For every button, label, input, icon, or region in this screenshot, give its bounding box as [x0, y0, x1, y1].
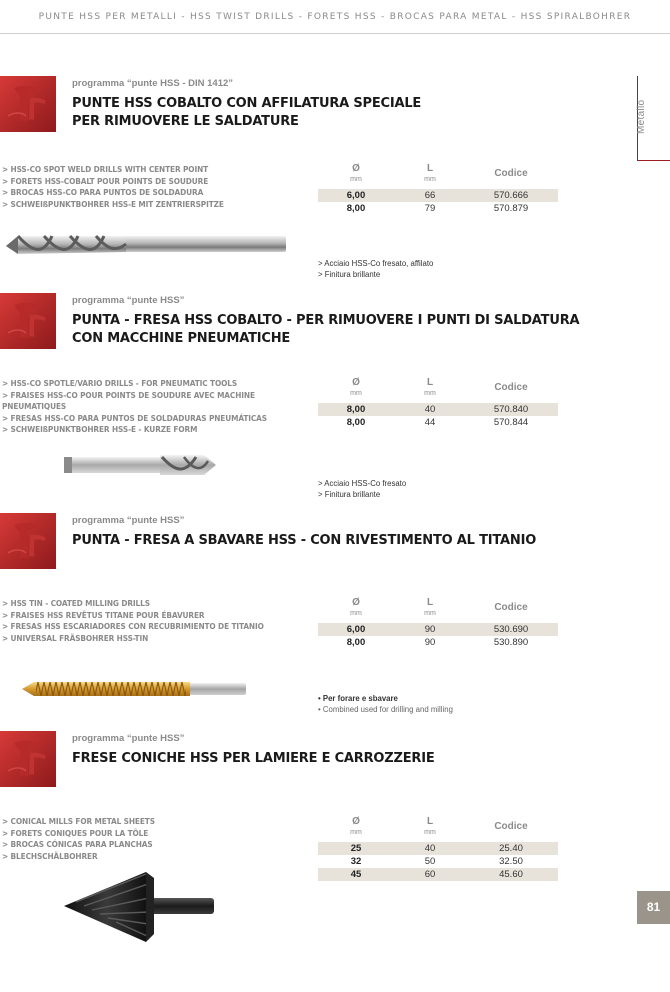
length-cell: 90 — [424, 624, 436, 635]
code-header: Codice — [494, 602, 528, 613]
length-header: L — [426, 163, 434, 174]
brand-logo-icon — [0, 513, 56, 569]
table-row — [318, 416, 558, 429]
length-cell: 50 — [424, 856, 436, 867]
description-line: > FRAISES HSS REVÊTUS TITANE POUR ÉBAVURER — [2, 609, 205, 620]
note-line: > Finitura brillante — [318, 269, 381, 279]
note-line: > Acciaio HSS-Co fresato — [318, 479, 407, 488]
length-cell: 79 — [424, 203, 436, 214]
section-title-line: PUNTA - FRESA HSS COBALTO - PER RIMUOVERE I PUNTI DI SALDATURA — [72, 313, 580, 328]
program-label: programma “punte HSS” — [72, 515, 185, 526]
code-header: Codice — [494, 821, 528, 832]
conical-mill-icon — [54, 864, 218, 950]
description-line: > FORETS CONIQUES POUR LA TÔLE — [2, 827, 149, 838]
brand-logo-icon — [0, 293, 56, 349]
page-number-badge: 81 — [637, 891, 670, 924]
brand-logo-icon — [0, 731, 56, 787]
code-cell: 530.690 — [493, 624, 529, 635]
code-cell: 570.879 — [493, 203, 529, 214]
spec-table — [318, 816, 558, 881]
description-line: > FORETS HSS-COBALT POUR POINTS DE SOUDURE — [2, 175, 209, 186]
note-line: > Finitura brillante — [318, 489, 381, 499]
page-header-title: PUNTE HSS PER METALLI - HSS TWIST DRILLS - FORETS HSS - BROCAS PARA METAL - HSS SPIRALBOHRER — [38, 12, 632, 22]
section-title-line: FRESE CONICHE HSS PER LAMIERE E CARROZZERIE — [72, 751, 435, 766]
description-line: > BROCAS HSS-CO PARA PUNTOS DE SOLDADURA — [2, 187, 204, 197]
spec-table-header — [318, 377, 558, 403]
section-title-line: PER RIMUOVERE LE SALDATURE — [72, 114, 299, 129]
description-line: > SCHWEIßPUNKTBOHRER HSS-E - KURZE FORM — [2, 424, 198, 434]
table-row — [318, 855, 558, 868]
length-header: L — [426, 597, 434, 608]
table-row — [318, 636, 558, 649]
diameter-cell: 8,00 — [346, 203, 366, 214]
section-title — [72, 95, 592, 131]
product-description — [2, 598, 302, 644]
note-line: • Per forare e sbavare — [318, 694, 398, 703]
length-cell: 40 — [424, 404, 436, 415]
table-row — [318, 403, 558, 416]
section-title — [72, 312, 592, 348]
spec-table-header — [318, 816, 558, 842]
length-cell: 40 — [424, 843, 436, 854]
brand-logo-icon — [0, 76, 56, 132]
code-cell: 32.50 — [499, 856, 523, 867]
description-line: > HSS-CO SPOTLE/VARIO DRILLS - FOR PNEUMATIC TOOLS — [2, 378, 238, 388]
diameter-cell: 8,00 — [346, 404, 366, 415]
spot-drill-icon — [64, 449, 218, 481]
diameter-cell: 45 — [350, 869, 362, 880]
description-line: > SCHWEIßPUNKTBOHRER HSS-E MIT ZENTRIERSPITZE — [2, 198, 224, 209]
diameter-cell: 6,00 — [346, 190, 366, 201]
program-label: programma “punte HSS” — [72, 295, 185, 306]
code-cell: 570.840 — [493, 404, 529, 415]
twist-drill-icon — [4, 224, 288, 264]
diameter-cell: 25 — [350, 843, 362, 854]
length-cell: 44 — [424, 417, 436, 428]
diameter-cell: 32 — [350, 856, 362, 867]
unit-label: mm — [424, 176, 436, 183]
spec-table-header — [318, 597, 558, 623]
description-line: > HSS TIN - COATED MILLING DRILLS — [2, 598, 150, 608]
description-line: > UNIVERSAL FRÄSBOHRER HSS-TIN — [2, 632, 149, 643]
diameter-header: Ø — [352, 163, 360, 174]
code-header: Codice — [494, 382, 528, 393]
spec-table — [318, 163, 558, 215]
table-row — [318, 202, 558, 215]
section-title-line: PUNTE HSS COBALTO CON AFFILATURA SPECIALE — [72, 96, 422, 111]
product-notes — [318, 479, 406, 500]
note-line: > Acciaio HSS-Co fresato, affilato — [318, 259, 434, 268]
description-line: > FRESAS HSS-CO PARA PUNTOS DE SOLDADURAS PNEUMÁTICAS — [2, 412, 267, 423]
section-title — [72, 750, 592, 768]
unit-label: mm — [350, 610, 362, 617]
code-cell: 45.60 — [499, 869, 523, 880]
code-cell: 530.890 — [493, 637, 529, 648]
product-description — [2, 378, 302, 436]
spec-table — [318, 597, 558, 649]
section-title-line: PUNTA - FRESA A SBAVARE HSS - CON RIVESTIMENTO AL TITANIO — [72, 533, 537, 548]
table-row — [318, 189, 558, 202]
unit-label: mm — [350, 390, 362, 397]
header-divider — [0, 33, 670, 34]
category-tab-label: Metallo — [636, 99, 647, 134]
diameter-cell: 8,00 — [346, 417, 366, 428]
note-line: • Combined used for drilling and milling — [318, 704, 453, 714]
unit-label: mm — [424, 610, 436, 617]
unit-label: mm — [424, 390, 436, 397]
spec-table — [318, 377, 558, 429]
length-cell: 66 — [424, 190, 436, 201]
product-description — [2, 164, 302, 210]
program-label: programma “punte HSS - DIN 1412” — [72, 78, 234, 89]
unit-label: mm — [350, 176, 362, 183]
table-row — [318, 842, 558, 855]
table-row — [318, 623, 558, 636]
description-line: > BROCAS CÓNICAS PARA PLANCHAS — [2, 839, 153, 849]
unit-label: mm — [424, 829, 436, 836]
table-row — [318, 868, 558, 881]
product-notes — [318, 694, 453, 715]
description-line: > FRAISES HSS-CO POUR POINTS DE SOUDURE AVEC MACHINE PNEUMATIQUES — [2, 389, 255, 411]
product-description — [2, 816, 302, 862]
diameter-header: Ø — [352, 377, 360, 388]
diameter-cell: 8,00 — [346, 637, 366, 648]
description-line: > BLECHSCHÄLBOHRER — [2, 850, 98, 861]
spec-table-header — [318, 163, 558, 189]
length-cell: 60 — [424, 869, 436, 880]
program-label: programma “punte HSS” — [72, 733, 185, 744]
diameter-header: Ø — [352, 816, 360, 827]
diameter-cell: 6,00 — [346, 624, 366, 635]
description-line: > CONICAL MILLS FOR METAL SHEETS — [2, 816, 155, 826]
code-cell: 25.40 — [499, 843, 523, 854]
length-header: L — [426, 377, 434, 388]
length-cell: 90 — [424, 637, 436, 648]
section-title-line: CON MACCHINE PNEUMATICHE — [72, 331, 291, 346]
code-cell: 570.844 — [493, 417, 529, 428]
code-cell: 570.666 — [493, 190, 529, 201]
titanium-milling-drill-icon — [20, 678, 248, 700]
product-notes — [318, 259, 433, 280]
diameter-header: Ø — [352, 597, 360, 608]
unit-label: mm — [350, 829, 362, 836]
description-line: > HSS-CO SPOT WELD DRILLS WITH CENTER POINT — [2, 164, 209, 174]
length-header: L — [426, 816, 434, 827]
description-line: > FRESAS HSS ESCARIADORES CON RECUBRIMIENTO DE TITANIO — [2, 621, 264, 631]
section-title — [72, 532, 592, 550]
code-header: Codice — [494, 168, 528, 179]
